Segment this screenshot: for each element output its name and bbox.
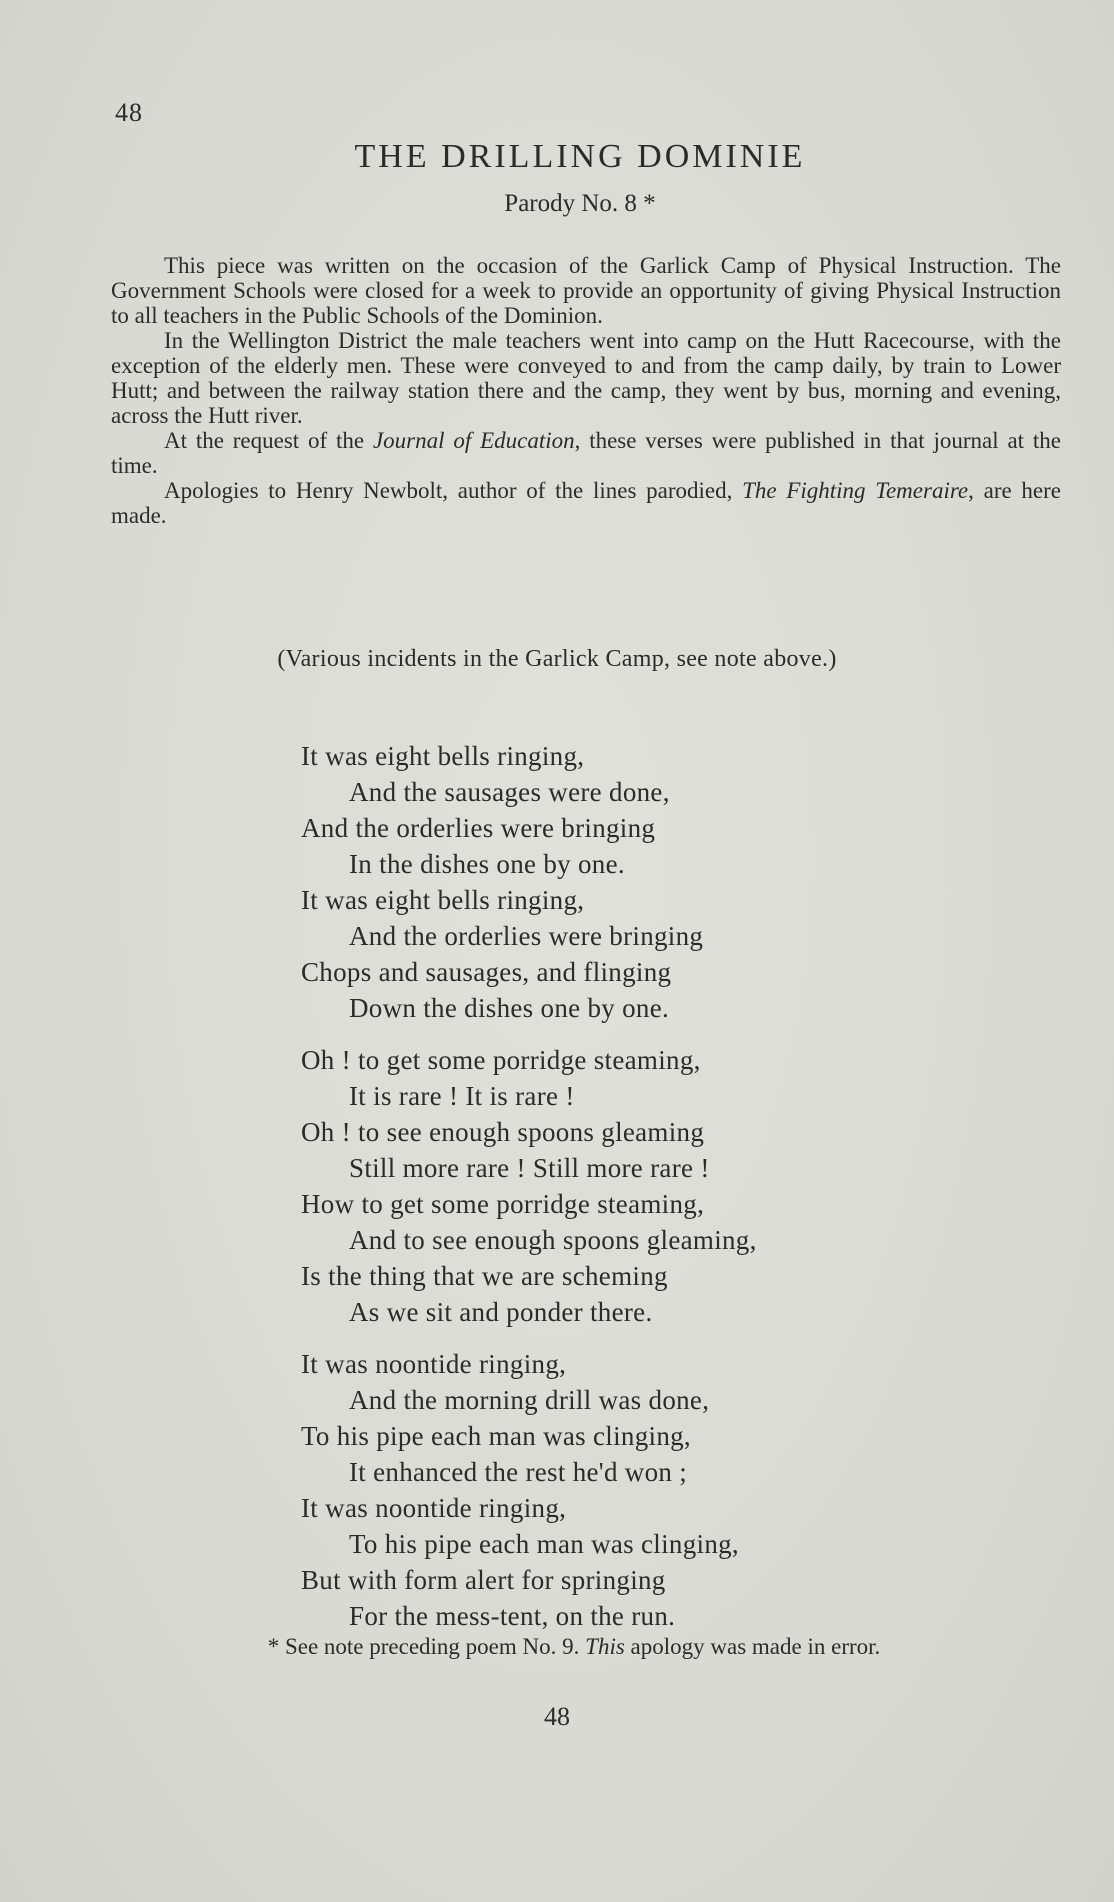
- footnote: [0, 1634, 1114, 1660]
- verse-line: But with form alert for springing: [301, 1565, 666, 1595]
- verse-line: As we sit and ponder there.: [349, 1297, 653, 1327]
- verse-line: It was noontide ringing,: [301, 1349, 567, 1379]
- verse-line: Chops and sausages, and flinging: [301, 957, 672, 987]
- intro-p3-after: , these verses were published in that journal at the time.: [111, 428, 1061, 478]
- intro-paragraph-4: [111, 478, 1061, 528]
- intro-p4-after: , are here made.: [111, 478, 1061, 528]
- poem-title: THE DRILLING DOMINIE: [354, 138, 806, 175]
- verse-line: Oh ! to see enough spoons gleaming: [301, 1117, 705, 1147]
- intro-p3-before: At the request of the: [164, 428, 373, 453]
- verse-line: And the morning drill was done,: [349, 1385, 710, 1415]
- intro-paragraph-1: This piece was written on the occasion of the Garlick Camp of Physical Instruction. The Government Schools were closed for a week to provide an opportunity of giving Physical Instruction to all teachers in the Public Schools of the Dominion.: [111, 253, 1061, 328]
- verse-line: And the sausages were done,: [349, 777, 670, 807]
- verse-line: It is rare ! It is rare !: [349, 1081, 575, 1111]
- footnote-emphasis: This: [585, 1634, 625, 1659]
- verse-line: In the dishes one by one.: [349, 849, 625, 879]
- journal-title: Journal of Education: [372, 428, 575, 453]
- verse-line: To his pipe each man was clinging,: [301, 1421, 691, 1451]
- verse-line: How to get some porridge steaming,: [301, 1189, 705, 1219]
- verse-line: It enhanced the rest he'd won ;: [349, 1457, 688, 1487]
- top-page-number: 48: [115, 98, 143, 127]
- poem-subtitle: Parody No. 8 *: [504, 190, 656, 217]
- verse-line: It was eight bells ringing,: [301, 885, 585, 915]
- intro-paragraph-3: [111, 428, 1061, 478]
- intro-p4-before: Apologies to Henry Newbolt, author of the lines parodied,: [164, 478, 743, 503]
- stanza-1: [301, 738, 901, 1026]
- verse-line: And the orderlies were bringing: [301, 813, 656, 843]
- footnote-after: apology was made in error.: [624, 1634, 881, 1659]
- verse-line: Is the thing that we are scheming: [301, 1261, 668, 1291]
- stanza-3: [301, 1346, 901, 1634]
- verse-line: Down the dishes one by one.: [349, 993, 670, 1023]
- verse-line: It was noontide ringing,: [301, 1493, 567, 1523]
- verse-line: And to see enough spoons gleaming,: [349, 1225, 757, 1255]
- verse-line: For the mess-tent, on the run.: [349, 1601, 676, 1631]
- bottom-page-number: 48: [544, 1702, 570, 1731]
- verse-line: Still more rare ! Still more rare !: [349, 1153, 710, 1183]
- intro-paragraph-2: In the Wellington District the male teachers went into camp on the Hutt Racecourse, with the exception of the elderly men. These were conveyed to and from the camp daily, by train to Lower Hutt; and between the railway station there and the camp, they went by bus, morning and evening, across the Hutt river.: [111, 328, 1061, 428]
- verse-line: To his pipe each man was clinging,: [349, 1529, 739, 1559]
- footnote-before: * See note preceding poem No. 9.: [267, 1634, 586, 1659]
- parodied-poem-title: The Fighting Temeraire: [742, 478, 969, 503]
- verse-line: Oh ! to get some porridge steaming,: [301, 1045, 701, 1075]
- verse-line: And the orderlies were bringing: [349, 921, 704, 951]
- poem-caption: (Various incidents in the Garlick Camp, see note above.): [277, 646, 837, 672]
- stanza-2: [301, 1042, 901, 1330]
- intro-note: [111, 253, 1061, 528]
- verse-line: It was eight bells ringing,: [301, 741, 585, 771]
